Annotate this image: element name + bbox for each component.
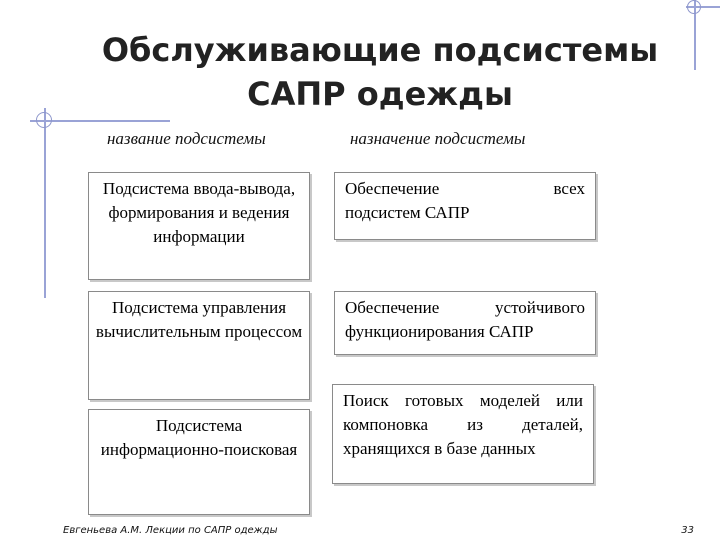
- purpose-word: Обеспечение: [345, 179, 440, 198]
- subsystem-purpose-box: [334, 172, 596, 240]
- slide-title-line-2: САПР одежды: [247, 75, 513, 113]
- subsystem-purpose-box: [334, 291, 596, 355]
- subsystem-name-text: Подсистема информационно-поисковая: [100, 416, 298, 459]
- subsystem-name-text: Подсистема ввода-вывода, формирования и ведения информации: [102, 179, 296, 246]
- slide-title-line-1: Обслуживающие подсистемы: [101, 31, 659, 69]
- subsystem-name-box: [88, 172, 310, 280]
- decor-vertical-line-left: [44, 108, 46, 298]
- subsystem-name-box: [88, 409, 310, 515]
- subsystem-purpose-text: Обеспечение устойчивого функционирования САПР: [345, 298, 585, 341]
- subsystem-name-box: [88, 291, 310, 400]
- column-header-purpose: назначение подсистемы: [350, 129, 526, 148]
- subsystem-purpose-box: [332, 384, 594, 484]
- subsystem-purpose-text: Поиск готовых моделей или компоновка из деталей, хранящихся в базе данных: [343, 391, 583, 458]
- decor-circle-right: [687, 0, 701, 14]
- page-number: 33: [681, 525, 694, 536]
- purpose-line: [345, 177, 585, 201]
- column-header-name: название подсистемы: [107, 129, 266, 148]
- purpose-word: всех: [553, 179, 585, 198]
- subsystem-name-text: Подсистема управления вычислительным процессом: [95, 298, 303, 341]
- slide-title: [40, 28, 720, 116]
- purpose-line: подсистем САПР: [345, 203, 470, 222]
- footer-author: Евгеньева А.М. Лекции по САПР одежды: [63, 525, 278, 536]
